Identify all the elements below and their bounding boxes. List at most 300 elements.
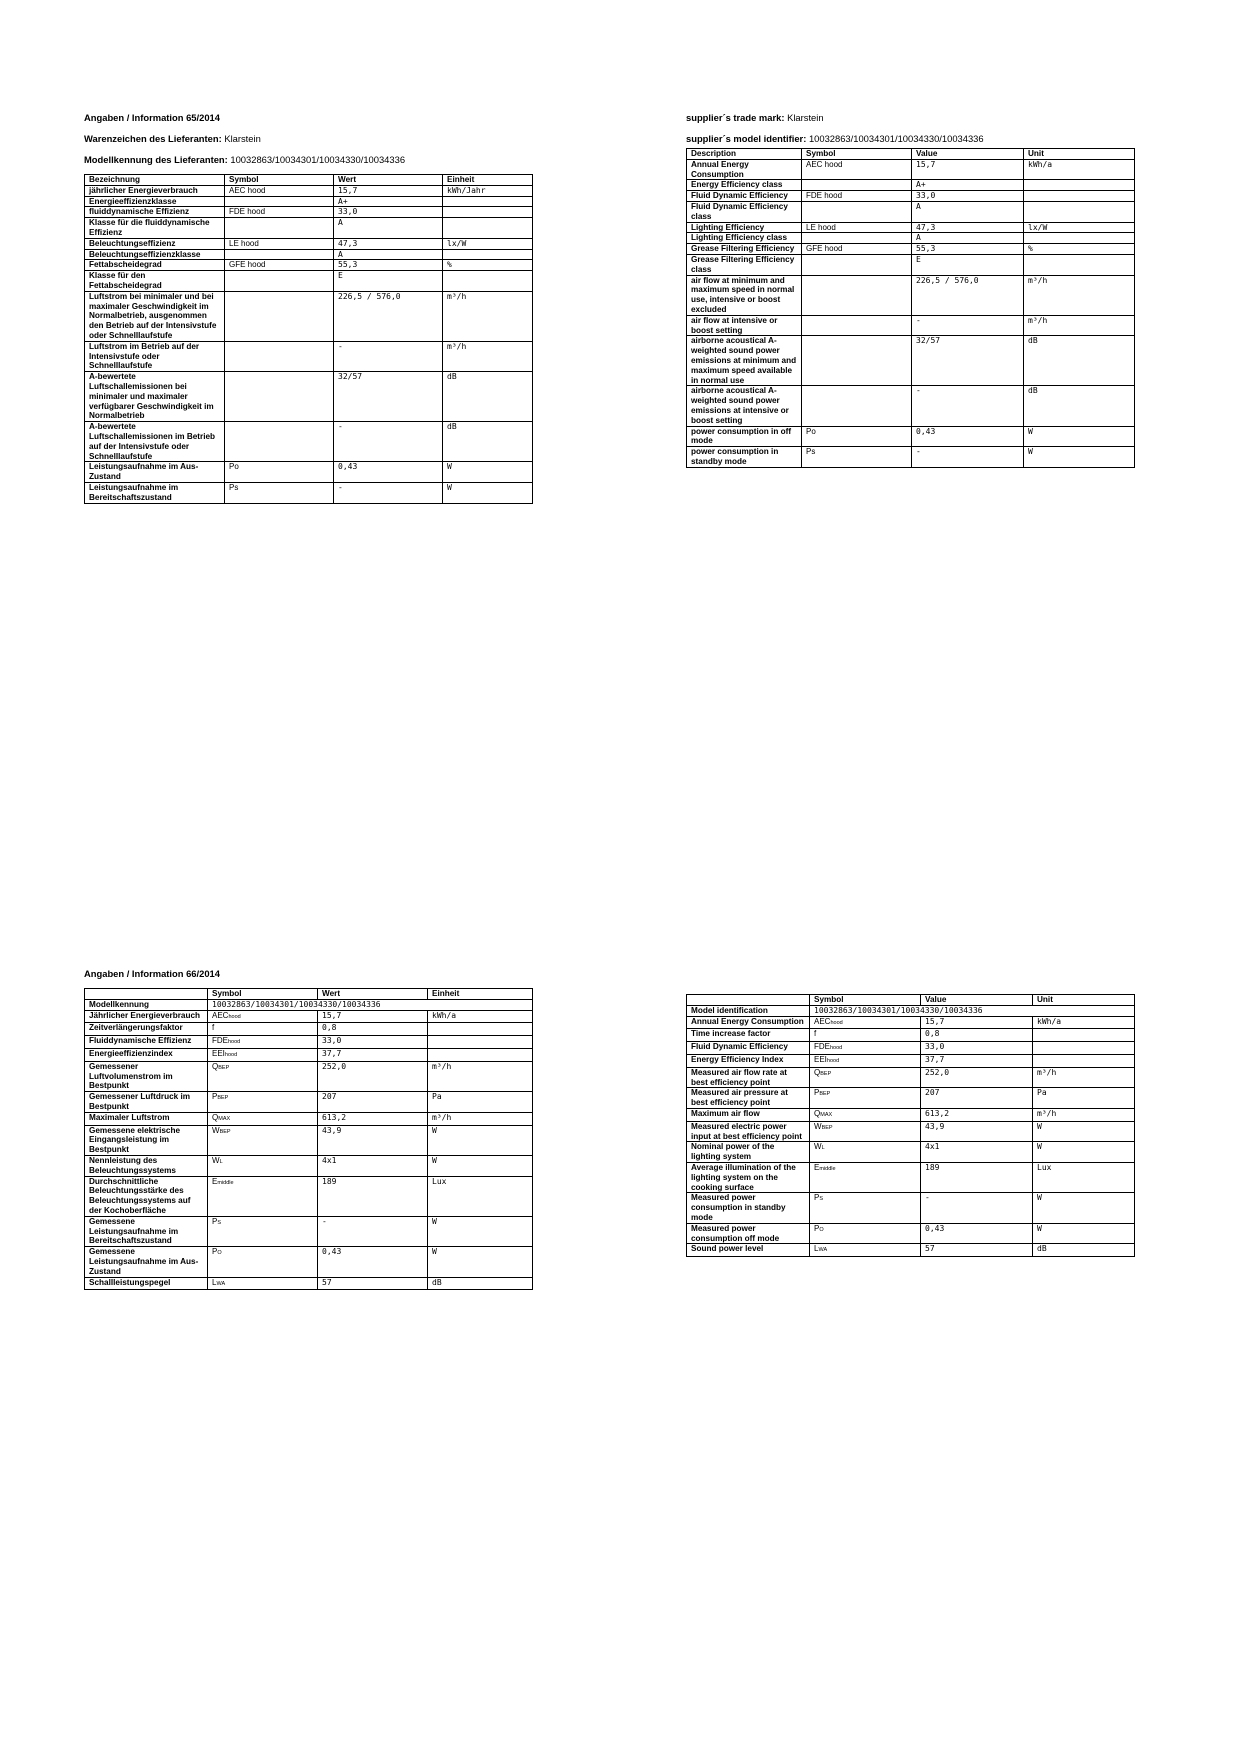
table-row (85, 1036, 533, 1049)
row-symbol (208, 1176, 318, 1216)
row-symbol: Ps (802, 447, 912, 468)
table-row (85, 271, 533, 292)
row-description: Measured power consumption in standby mode (687, 1193, 810, 1223)
row-symbol (225, 196, 334, 207)
row-description: Leistungsaufnahme im Bereitschaftszustand (85, 482, 225, 503)
symbol-subscript: O (217, 1250, 222, 1257)
table-row (687, 447, 1135, 468)
row-value: 0,43 (912, 426, 1024, 447)
row-symbol (810, 1088, 921, 1109)
row-value: 207 (318, 1092, 428, 1113)
table-row (687, 201, 1135, 222)
symbol-subscript: WA (216, 1280, 226, 1287)
row-unit: W (1033, 1223, 1135, 1244)
row-value: A (334, 218, 443, 239)
row-value: 32/57 (912, 336, 1024, 386)
row-description: Measured air pressure at best efficiency point (687, 1088, 810, 1109)
row-unit (443, 249, 533, 260)
row-symbol (810, 1121, 921, 1142)
row-description: fluiddynamische Effizienz (85, 207, 225, 218)
row-symbol (208, 1036, 318, 1049)
row-symbol: AEC hood (802, 159, 912, 180)
row-value: 37,7 (921, 1054, 1033, 1067)
row-symbol (810, 1067, 921, 1088)
row-value: 252,0 (318, 1061, 428, 1091)
table-row (85, 291, 533, 341)
row-unit: kWh/a (1024, 159, 1135, 180)
row-symbol (810, 1042, 921, 1055)
row-value: 15,7 (318, 1010, 428, 1023)
symbol-subscript: hood (228, 1013, 241, 1020)
symbol-main: f (212, 1023, 215, 1033)
symbol-main: W (814, 1142, 822, 1152)
row-description: Gemessene Leistungsaufnahme im Aus-Zustand (85, 1247, 208, 1277)
row-description: airborne acoustical A-weighted sound power emissions at minimum and maximum speed available in normal use (687, 336, 802, 386)
row-value: 33,0 (318, 1036, 428, 1049)
row-value: 15,7 (912, 159, 1024, 180)
symbol-subscript: hood (826, 1057, 840, 1064)
row-unit: dB (443, 372, 533, 422)
row-unit (443, 218, 533, 239)
row-value: 57 (318, 1277, 428, 1290)
row-unit: W (1033, 1142, 1135, 1163)
row-value: A (912, 201, 1024, 222)
table-header-row (687, 995, 1135, 1006)
row-description: Energy Efficiency Index (687, 1054, 810, 1067)
row-symbol (225, 271, 334, 292)
symbol-main: P (814, 1223, 820, 1233)
row-symbol: FDE hood (225, 207, 334, 218)
row-value: 0,43 (318, 1247, 428, 1277)
table-65-2014-en (686, 148, 1135, 468)
row-description: Gemessener Luftdruck im Bestpunkt (85, 1092, 208, 1113)
info-65-2014-de (84, 112, 533, 504)
table-row (85, 1125, 533, 1155)
table-row (687, 1042, 1135, 1055)
row-value: 47,3 (334, 238, 443, 249)
row-value: 4x1 (921, 1142, 1033, 1163)
row-value: A (912, 233, 1024, 244)
row-symbol (810, 1223, 921, 1244)
row-value: 189 (921, 1162, 1033, 1192)
row-value: E (912, 254, 1024, 275)
symbol-main: P (212, 1216, 218, 1226)
row-symbol (208, 1277, 318, 1290)
table-row (85, 260, 533, 271)
table-row (687, 1162, 1135, 1192)
info-66-2014-de (84, 968, 533, 1290)
row-description: Energieeffizienzklasse (85, 196, 225, 207)
row-value: 33,0 (334, 207, 443, 218)
row-value: - (912, 386, 1024, 426)
table-row (687, 1054, 1135, 1067)
row-unit: W (1024, 447, 1135, 468)
symbol-subscript: L (219, 1158, 223, 1165)
row-unit (1024, 201, 1135, 222)
table-row (687, 1108, 1135, 1121)
row-symbol (802, 233, 912, 244)
row-unit: W (443, 482, 533, 503)
row-value: 0,8 (921, 1029, 1033, 1042)
row-value: 207 (921, 1088, 1033, 1109)
row-symbol (810, 1244, 921, 1257)
row-symbol (810, 1193, 921, 1223)
col-header (85, 989, 208, 1000)
row-description: Fettabscheidegrad (85, 260, 225, 271)
symbol-main: E (212, 1176, 218, 1186)
symbol-main: P (814, 1088, 820, 1098)
row-unit: dB (1033, 1244, 1135, 1257)
symbol-subscript: L (821, 1145, 825, 1152)
row-unit: W (428, 1155, 533, 1176)
row-value: 189 (318, 1176, 428, 1216)
trademark-line-en: supplier´s trade mark: Klarstein (686, 112, 824, 123)
row-symbol (225, 291, 334, 341)
row-description: Klasse für den Fettabscheidegrad (85, 271, 225, 292)
row-value: 15,7 (921, 1016, 1033, 1029)
row-symbol: LE hood (225, 238, 334, 249)
table-66-2014-en (686, 994, 1135, 1257)
symbol-main: W (212, 1125, 220, 1135)
row-description: Grease Filtering Efficiency class (687, 254, 802, 275)
row-description: Durchschnittliche Beleuchtungsstärke des Beleuchtungssystems auf der Kochoberfläche (85, 1176, 208, 1216)
row-symbol (208, 1010, 318, 1023)
row-unit: m³/h (443, 341, 533, 371)
symbol-main: Q (212, 1061, 219, 1071)
row-unit: W (428, 1247, 533, 1277)
row-value: 613,2 (318, 1112, 428, 1125)
row-description: Measured electric power input at best efficiency point (687, 1121, 810, 1142)
table-row (687, 386, 1135, 426)
row-symbol (802, 254, 912, 275)
row-description: air flow at intensive or boost setting (687, 315, 802, 336)
row-symbol: Ps (225, 482, 334, 503)
symbol-main: L (814, 1244, 819, 1254)
col-header: Einheit (443, 175, 533, 186)
symbol-main: EEI (212, 1048, 225, 1058)
symbol-subscript: BEP (217, 1095, 229, 1102)
row-value: - (334, 482, 443, 503)
row-symbol (810, 1016, 921, 1029)
row-symbol: GFE hood (802, 244, 912, 255)
table-row (85, 1092, 533, 1113)
row-symbol (225, 372, 334, 422)
row-value: - (334, 422, 443, 462)
table-row (85, 185, 533, 196)
row-value: A+ (912, 180, 1024, 191)
row-unit: m³/h (428, 1112, 533, 1125)
symbol-main: FDE (814, 1042, 830, 1052)
row-unit: % (1024, 244, 1135, 255)
row-unit (443, 196, 533, 207)
symbol-subscript: S (819, 1196, 824, 1203)
row-description: Time increase factor (687, 1029, 810, 1042)
col-header: Unit (1024, 149, 1135, 160)
row-unit: kWh/a (428, 1010, 533, 1023)
row-symbol: Po (225, 462, 334, 483)
col-header: Wert (318, 989, 428, 1000)
row-unit: Pa (1033, 1088, 1135, 1109)
symbol-main: L (212, 1277, 217, 1287)
row-description: Energieeffizienzindex (85, 1048, 208, 1061)
row-description: power consumption in standby mode (687, 447, 802, 468)
row-unit (428, 1048, 533, 1061)
table-row (687, 180, 1135, 191)
symbol-subscript: middle (819, 1165, 836, 1172)
row-value: 4x1 (318, 1155, 428, 1176)
symbol-subscript: BEP (821, 1124, 833, 1131)
table-row (687, 1016, 1135, 1029)
row-symbol (225, 341, 334, 371)
row-symbol (225, 249, 334, 260)
table-row (85, 1155, 533, 1176)
row-value: A (334, 249, 443, 260)
row-symbol: AEC hood (225, 185, 334, 196)
table-row (687, 336, 1135, 386)
table-row (687, 1223, 1135, 1244)
row-symbol (802, 201, 912, 222)
table-65-2014-de (84, 174, 533, 504)
table-row (85, 1112, 533, 1125)
row-unit: m³/h (1024, 275, 1135, 315)
row-symbol (208, 1216, 318, 1246)
row-unit: dB (428, 1277, 533, 1290)
row-value: - (334, 341, 443, 371)
symbol-main: FDE (212, 1036, 228, 1046)
table-row (85, 372, 533, 422)
row-description: Klasse für die fluiddynamische Effizienz (85, 218, 225, 239)
symbol-subscript: hood (830, 1045, 843, 1052)
row-symbol (810, 1054, 921, 1067)
row-unit: W (1033, 1193, 1135, 1223)
row-symbol (810, 1162, 921, 1192)
row-description: power consumption in off mode (687, 426, 802, 447)
row-unit (1024, 191, 1135, 202)
row-description: Schallleistungspegel (85, 1277, 208, 1290)
row-symbol: FDE hood (802, 191, 912, 202)
row-description: Gemessene elektrische Eingangsleistung im Bestpunkt (85, 1125, 208, 1155)
symbol-main: EEI (814, 1054, 827, 1064)
symbol-subscript: middle (217, 1179, 234, 1186)
col-header: Wert (334, 175, 443, 186)
table-row (687, 222, 1135, 233)
row-symbol: LE hood (802, 222, 912, 233)
symbol-subscript: S (217, 1219, 222, 1226)
col-header: Symbol (208, 989, 318, 1000)
symbol-subscript: BEP (820, 1070, 832, 1077)
table-row (687, 275, 1135, 315)
row-value: A+ (334, 196, 443, 207)
table-row (85, 238, 533, 249)
row-description: Fluid Dynamic Efficiency (687, 1042, 810, 1055)
symbol-main: Q (212, 1112, 219, 1122)
title-65-2014: Angaben / Information 65/2014 (84, 112, 220, 123)
symbol-main: AEC (212, 1010, 229, 1020)
table-row (687, 1067, 1135, 1088)
symbol-subscript: MAX (218, 1115, 231, 1122)
col-header: Symbol (225, 175, 334, 186)
row-value: 0,43 (921, 1223, 1033, 1244)
table-row (85, 462, 533, 483)
table-row (687, 1029, 1135, 1042)
row-unit: lx/W (1024, 222, 1135, 233)
row-unit (443, 207, 533, 218)
row-unit: kWh/a (1033, 1016, 1135, 1029)
row-description: Leistungsaufnahme im Aus-Zustand (85, 462, 225, 483)
table-row (687, 1244, 1135, 1257)
row-value: 32/57 (334, 372, 443, 422)
row-symbol (802, 336, 912, 386)
table-row (687, 159, 1135, 180)
symbol-main: P (814, 1193, 820, 1203)
col-header: Symbol (802, 149, 912, 160)
table-header-row (85, 175, 533, 186)
table-row (85, 196, 533, 207)
table-row (687, 1142, 1135, 1163)
row-unit (1024, 180, 1135, 191)
row-value: - (318, 1216, 428, 1246)
row-description: Lighting Efficiency class (687, 233, 802, 244)
row-symbol (810, 1142, 921, 1163)
table-row (687, 426, 1135, 447)
row-unit (443, 271, 533, 292)
row-description: A-bewertete Luftschallemissionen im Betrieb auf der Intensivstufe oder Schnelllaufstufe (85, 422, 225, 462)
row-unit: dB (443, 422, 533, 462)
table-row (85, 422, 533, 462)
row-description: Luftstrom bei minimaler und bei maximaler Geschwindigkeit im Normalbetrieb, ausgenommen den Betrieb auf der Intensivstufe oder Schnelllaufstufe (85, 291, 225, 341)
row-symbol: Po (802, 426, 912, 447)
model-row (85, 999, 533, 1010)
row-description: Luftstrom im Betrieb auf der Intensivstufe oder Schnelllaufstufe (85, 341, 225, 371)
table-header-row (85, 989, 533, 1000)
row-symbol (802, 386, 912, 426)
row-symbol (208, 1247, 318, 1277)
table-row (85, 1048, 533, 1061)
symbol-subscript: hood (830, 1019, 843, 1026)
row-symbol: GFE hood (225, 260, 334, 271)
model-line-de: Modellkennung des Lieferanten: 10032863/10034301/10034330/10034336 (84, 154, 406, 165)
row-description: Measured air flow rate at best efficiency point (687, 1067, 810, 1088)
row-description: Modellkennung (85, 999, 208, 1010)
row-value: 43,9 (318, 1125, 428, 1155)
row-symbol (802, 315, 912, 336)
table-header-row (687, 149, 1135, 160)
row-symbol (810, 1029, 921, 1042)
table-row (85, 1247, 533, 1277)
row-unit: W (1024, 426, 1135, 447)
info-65-2014-en (686, 112, 1135, 468)
col-header: Value (921, 995, 1033, 1006)
col-header: Value (912, 149, 1024, 160)
row-symbol (208, 1023, 318, 1036)
symbol-subscript: O (819, 1226, 824, 1233)
row-description: Grease Filtering Efficiency (687, 244, 802, 255)
model-value: 10032863/10034301/10034330/10034336 (208, 999, 533, 1010)
row-description: Beleuchtungseffizienz (85, 238, 225, 249)
row-description: Jährlicher Energieverbrauch (85, 1010, 208, 1023)
row-symbol (208, 1092, 318, 1113)
table-row (687, 315, 1135, 336)
row-description: jährlicher Energieverbrauch (85, 185, 225, 196)
row-value: 15,7 (334, 185, 443, 196)
row-description: Nennleistung des Beleuchtungssystems (85, 1155, 208, 1176)
row-unit (1024, 233, 1135, 244)
row-unit: W (428, 1125, 533, 1155)
table-row (687, 1193, 1135, 1223)
row-unit: kWh/Jahr (443, 185, 533, 196)
table-row (85, 482, 533, 503)
row-description: Sound power level (687, 1244, 810, 1257)
row-description: Beleuchtungseffizienzklasse (85, 249, 225, 260)
row-value: 57 (921, 1244, 1033, 1257)
row-unit: lx/W (443, 238, 533, 249)
table-row (687, 1121, 1135, 1142)
table-row (687, 254, 1135, 275)
model-value: 10032863/10034301/10034330/10034336 (810, 1005, 1135, 1016)
table-row (85, 1277, 533, 1290)
row-unit (1024, 254, 1135, 275)
symbol-main: Q (814, 1108, 821, 1118)
row-symbol (802, 275, 912, 315)
col-header: Unit (1033, 995, 1135, 1006)
row-value: 33,0 (912, 191, 1024, 202)
row-symbol (225, 218, 334, 239)
row-description: Gemessener Luftvolumenstrom im Bestpunkt (85, 1061, 208, 1091)
col-header: Bezeichnung (85, 175, 225, 186)
row-description: Fluid Dynamic Efficiency class (687, 201, 802, 222)
symbol-main: Q (814, 1067, 821, 1077)
row-value: 226,5 / 576,0 (334, 291, 443, 341)
row-value: 43,9 (921, 1121, 1033, 1142)
row-description: Fluiddynamische Effizienz (85, 1036, 208, 1049)
row-unit (1033, 1029, 1135, 1042)
row-value: E (334, 271, 443, 292)
row-unit (1033, 1054, 1135, 1067)
row-description: airborne acoustical A-weighted sound power emissions at intensive or boost setting (687, 386, 802, 426)
row-description: Maximum air flow (687, 1108, 810, 1121)
row-value: 47,3 (912, 222, 1024, 233)
row-description: Energy Efficiency class (687, 180, 802, 191)
symbol-main: W (814, 1121, 822, 1131)
col-header (687, 995, 810, 1006)
table-row (85, 207, 533, 218)
row-unit: W (1033, 1121, 1135, 1142)
row-unit: m³/h (443, 291, 533, 341)
symbol-subscript: hood (224, 1051, 238, 1058)
row-symbol (208, 1112, 318, 1125)
info-66-2014-en (686, 994, 1135, 1257)
table-row (85, 249, 533, 260)
row-value: 55,3 (912, 244, 1024, 255)
row-description: Lighting Efficiency (687, 222, 802, 233)
symbol-subscript: hood (228, 1039, 241, 1046)
row-unit: m³/h (1033, 1067, 1135, 1088)
col-header: Symbol (810, 995, 921, 1006)
row-value: 37,7 (318, 1048, 428, 1061)
row-unit: Pa (428, 1092, 533, 1113)
symbol-main: AEC (814, 1016, 831, 1026)
col-header: Description (687, 149, 802, 160)
table-row (85, 341, 533, 371)
row-unit: dB (1024, 336, 1135, 386)
row-value: - (912, 447, 1024, 468)
table-row (85, 1010, 533, 1023)
row-unit: Lux (1033, 1162, 1135, 1192)
row-description: Zeitverlängerungsfaktor (85, 1023, 208, 1036)
row-unit: m³/h (1024, 315, 1135, 336)
row-value: 252,0 (921, 1067, 1033, 1088)
table-row (85, 1023, 533, 1036)
